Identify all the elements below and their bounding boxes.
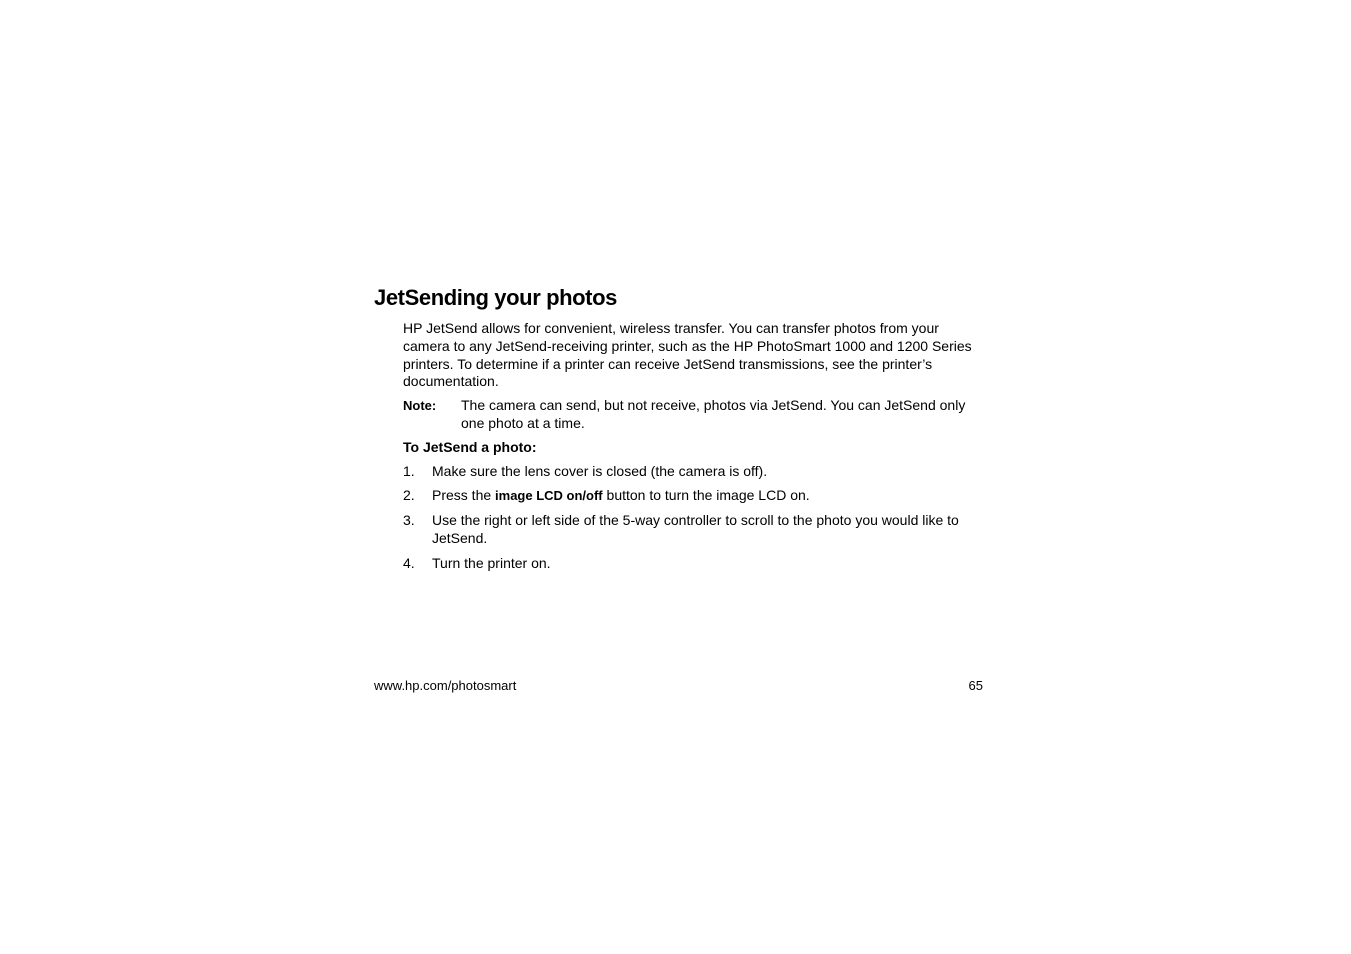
intro-paragraph: HP JetSend allows for convenient, wireless transfer. You can transfer photos from your camera to any JetSend-receiving printer, such as the HP PhotoSmart 1000 and 1200 Series printers. To determine if a printer can receive JetSend transmissions, see the printer’s documentation. bbox=[403, 320, 972, 390]
list-item bbox=[403, 487, 983, 505]
step-text-before: Press the bbox=[432, 487, 496, 504]
note-text: The camera can send, but not receive, photos via JetSend. You can JetSend only one photo at a time. bbox=[461, 397, 966, 431]
list-item bbox=[403, 512, 983, 548]
step-number: 4. bbox=[403, 554, 415, 571]
step-number: 2. bbox=[403, 487, 415, 504]
list-item bbox=[403, 463, 983, 481]
list-item bbox=[403, 555, 983, 573]
button-name-keyword: image LCD on/off bbox=[495, 488, 603, 504]
steps-list bbox=[403, 463, 983, 573]
footer-url: www.hp.com/photosmart bbox=[374, 678, 517, 693]
step-text: Turn the printer on. bbox=[432, 554, 551, 571]
procedure-heading: To JetSend a photo: bbox=[403, 438, 537, 455]
step-number: 3. bbox=[403, 512, 415, 529]
note-block bbox=[403, 397, 983, 433]
page-number: 65 bbox=[968, 678, 983, 693]
step-text-after: button to turn the image LCD on. bbox=[602, 487, 810, 504]
step-text: Make sure the lens cover is closed (the camera is off). bbox=[432, 462, 768, 479]
body-content bbox=[403, 320, 983, 580]
note-label: Note: bbox=[403, 398, 437, 414]
step-number: 1. bbox=[403, 462, 415, 479]
step-text: Use the right or left side of the 5-way controller to scroll to the photo you would like to JetSend. bbox=[432, 512, 959, 546]
page-title: JetSending your photos bbox=[374, 285, 617, 310]
